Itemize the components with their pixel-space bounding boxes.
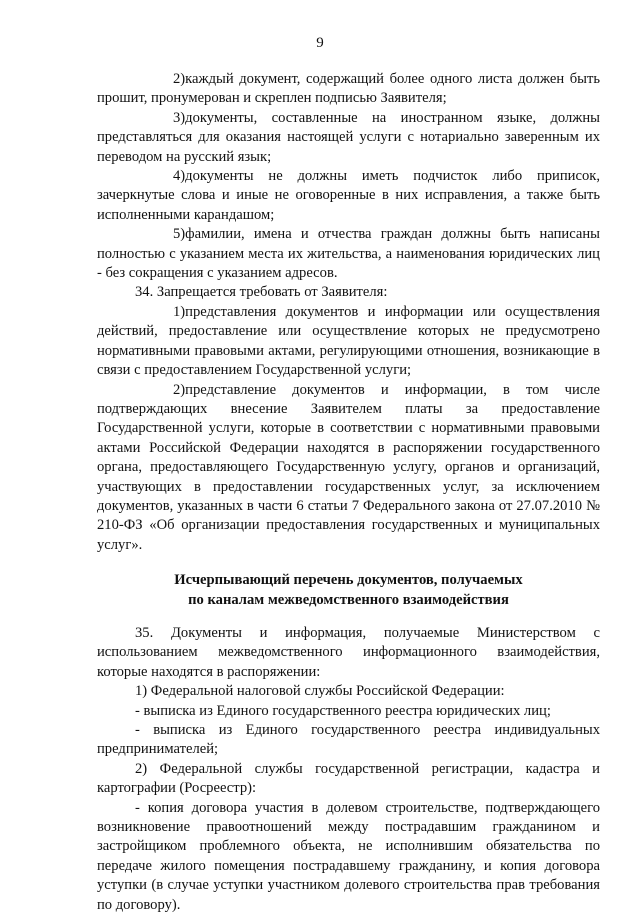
section-heading-line-2: по каналам межведомственного взаимодействия	[188, 591, 509, 608]
list-item-text: представление документов и информации, в том числе подтверждающих внесение Заявителем платы за предоставление Государственной услуги, которые в соответствии с нормативными правовыми актами Российской Федерации находятся в распоряжении государственного органа, предоставляющего Государственную услугу, органов и организаций, участвующих в предоставлении государственных услуг, за исключением документов, указанных в части 6 статьи 7 Федерального закона от 27.07.2010 № 210-ФЗ «Об организации предоставления государственных и муниципальных услуг».	[97, 381, 600, 553]
list-item-text: представления документов и информации или осуществления действий, предоставление или осуществление которых не предусмотрено нормативными правовыми актами, регулирующими отношения, возникающие в связи с предоставлением Государственной услуги;	[97, 303, 600, 379]
list-item-text: документы не должны иметь подчисток либо приписок, зачеркнутые слова и иные не оговоренные в них исправления, а также быть исполненными карандашом;	[97, 168, 600, 223]
list-item-4	[97, 167, 600, 225]
section-heading-line-1: Исчерпывающий перечень документов, получаемых	[174, 572, 523, 589]
clause-35-sub-1-a: - выписка из Единого государственного реестра юридических лиц;	[135, 702, 551, 719]
clause-34-item-1	[97, 303, 600, 381]
list-item-number: 2)	[173, 71, 186, 87]
clause-35-sub-2-a: - копия договора участия в долевом строительстве, подтверждающего возникновение правоотношений между пострадавшим гражданином и застройщиком проблемного объекта, не исполнившим обязательства по передаче жилого помещения пострадавшему гражданину, и копия договора уступки (в случае уступки участником долевого строительства прав требования по договору).	[97, 799, 600, 913]
list-item-3	[97, 109, 600, 167]
list-item-number: 2)	[173, 381, 186, 398]
list-item-text: каждый документ, содержащий более одного листа должен быть прошит, пронумерован и скреплен подписью Заявителя;	[97, 71, 600, 107]
list-item-number: 3)	[173, 109, 186, 126]
list-item-5	[97, 225, 600, 283]
page-content	[97, 70, 600, 915]
clause-34-intro: 34. Запрещается требовать от Заявителя:	[135, 284, 388, 301]
section-heading	[97, 571, 600, 610]
list-item-2	[97, 70, 600, 109]
list-item-number: 4)	[173, 168, 186, 185]
clause-34-item-2	[97, 381, 600, 556]
clause-35-sub-1-b: - выписка из Единого государственного реестра индивидуальных предпринимателей;	[97, 722, 600, 758]
clause-35-intro: 35. Документы и информация, получаемые Министерством с использованием межведомственного информационного взаимодействия, которые находятся в распоряжении:	[97, 624, 600, 680]
page-number: 9	[316, 35, 324, 51]
clause-35-sub-2: 2) Федеральной службы государственной регистрации, кадастра и картографии (Росреестр):	[97, 760, 600, 797]
clause-35-sub-1: 1) Федеральной налоговой службы Российской Федерации:	[135, 683, 505, 700]
list-item-number: 1)	[173, 303, 186, 320]
list-item-text: документы, составленные на иностранном языке, должны представляться для оказания настоящей услуги с нотариально заверенным их переводом на русский язык;	[97, 109, 600, 165]
list-item-number: 5)	[173, 226, 186, 243]
list-item-text: фамилии, имена и отчества граждан должны быть написаны полностью с указанием места их жительства, а наименования юридических лиц - без сокращения с указанием адресов.	[97, 226, 600, 282]
